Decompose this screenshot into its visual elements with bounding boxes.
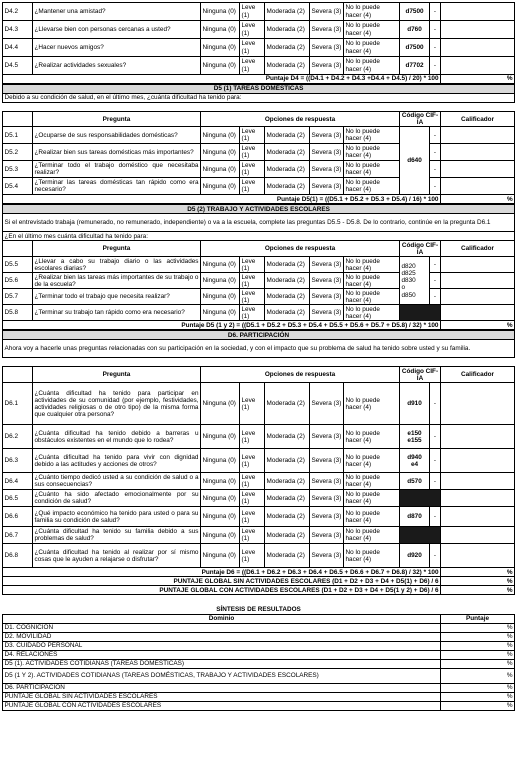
d6-table <box>2 330 515 595</box>
calificador-cell[interactable] <box>441 527 515 544</box>
option-no-puede[interactable]: No lo puede hacer (4) <box>344 161 400 178</box>
option-moderada[interactable]: Moderada (2) <box>265 305 310 321</box>
option-severa[interactable]: Severa (3) <box>310 425 344 449</box>
option-no-puede[interactable]: No lo puede hacer (4) <box>344 425 400 449</box>
option-leve[interactable]: Leve (1) <box>240 161 265 178</box>
option-no-puede[interactable]: No lo puede hacer (4) <box>344 57 400 75</box>
section-intro-d6: Ahora voy a hacerle unas preguntas relacionadas con su participación en la sociedad, y con el impacto que su problema de salud ha tenido sobre usted y su familia. <box>3 340 515 358</box>
question-row <box>3 425 515 449</box>
option-severa[interactable]: Severa (3) <box>310 57 344 75</box>
option-leve[interactable]: Leve (1) <box>240 57 265 75</box>
option-no-puede[interactable]: No lo puede hacer (4) <box>344 144 400 161</box>
sintesis-row <box>3 668 515 683</box>
score-value-d5-2[interactable]: % <box>441 321 515 330</box>
option-no-puede[interactable]: No lo puede hacer (4) <box>344 178 400 195</box>
question-row <box>3 383 515 425</box>
option-leve[interactable]: Leve (1) <box>240 178 265 195</box>
section-title-d5-1: D5 (1) TAREAS DOMÉSTICAS <box>3 85 515 94</box>
question-id: D6.3 <box>3 449 33 473</box>
option-ninguna[interactable]: Ninguna (0) <box>201 544 240 568</box>
cif-code: d7500 <box>400 3 430 21</box>
option-ninguna[interactable]: Ninguna (0) <box>201 144 240 161</box>
cif-code: d570 <box>400 473 430 490</box>
score-formula-d6: Puntaje D6 = ((D6.1 + D6.2 + D6.3 + D6.4 + D6.5 + D6.6 + D6.7 + D6.8) / 32) * 100 <box>3 568 441 577</box>
question-text: ¿Cuánta dificultad ha tenido para vivir con dignidad debido a las actitudes y acciones de otros? <box>33 449 201 473</box>
answer-mark: - <box>430 473 441 490</box>
calificador-cell[interactable] <box>441 57 515 75</box>
global-score-sin-value[interactable]: % <box>441 577 515 586</box>
calificador-cell[interactable] <box>441 490 515 507</box>
option-severa[interactable]: Severa (3) <box>310 161 344 178</box>
option-leve[interactable]: Leve (1) <box>240 21 265 39</box>
option-moderada[interactable]: Moderada (2) <box>265 257 310 273</box>
question-text: ¿Cuánta dificultad ha tenido para participar en actividades de su comunidad (por ejemplo, festividades, actividades religiosas o de otro tipo) de la misma forma que cualquier otra persona? <box>33 383 201 425</box>
score-value-d5-1[interactable]: % <box>441 195 515 204</box>
col-header-pregunta: Pregunta <box>33 367 201 383</box>
option-leve[interactable]: Leve (1) <box>240 449 265 473</box>
option-severa[interactable]: Severa (3) <box>310 449 344 473</box>
calificador-cell[interactable] <box>441 21 515 39</box>
option-moderada[interactable]: Moderada (2) <box>265 527 310 544</box>
option-no-puede[interactable]: No lo puede hacer (4) <box>344 473 400 490</box>
cif-code: d760 <box>400 21 430 39</box>
option-severa[interactable]: Severa (3) <box>310 305 344 321</box>
option-ninguna[interactable]: Ninguna (0) <box>201 39 240 57</box>
domain-label: PUNTAJE GLOBAL SIN ACTIVIDADES ESCOLARES <box>3 692 441 701</box>
domain-score[interactable]: % <box>441 668 515 683</box>
question-id: D6.2 <box>3 425 33 449</box>
blocked-cell <box>400 490 441 507</box>
question-row <box>3 21 515 39</box>
question-text: ¿Hacer nuevos amigos? <box>33 39 201 57</box>
score-formula-d6-value[interactable]: % <box>441 568 515 577</box>
option-severa[interactable]: Severa (3) <box>310 383 344 425</box>
option-moderada[interactable]: Moderada (2) <box>265 544 310 568</box>
calificador-cell[interactable] <box>441 289 515 305</box>
question-id: D4.3 <box>3 21 33 39</box>
answer-mark: - <box>430 257 441 273</box>
option-leve[interactable]: Leve (1) <box>240 273 265 289</box>
option-ninguna[interactable]: Ninguna (0) <box>201 527 240 544</box>
option-moderada[interactable]: Moderada (2) <box>265 273 310 289</box>
answer-mark: - <box>430 449 441 473</box>
col-header-opciones: Opciones de respuesta <box>201 241 400 257</box>
domain-score[interactable]: % <box>441 683 515 692</box>
question-row <box>3 507 515 527</box>
sintesis-row <box>3 659 515 668</box>
calificador-cell[interactable] <box>441 127 515 144</box>
whodas-form-page <box>2 2 514 711</box>
domain-label: D6. PARTICIPACIÓN <box>3 683 441 692</box>
option-leve[interactable]: Leve (1) <box>240 473 265 490</box>
option-moderada[interactable]: Moderada (2) <box>265 383 310 425</box>
question-text: ¿Terminar su trabajo tan rápido como era necesario? <box>33 305 201 321</box>
score-formula-d5-2: Puntaje D5 (1 y 2) = ((D5.1 + D5.2 + D5.3 + D5.4 + D5.5 + D5.6 + D5.7 + D5.8) / 32) * 100 <box>3 321 441 330</box>
question-row <box>3 257 515 273</box>
option-ninguna[interactable]: Ninguna (0) <box>201 507 240 527</box>
option-severa[interactable]: Severa (3) <box>310 3 344 21</box>
option-severa[interactable]: Severa (3) <box>310 127 344 144</box>
option-severa[interactable]: Severa (3) <box>310 473 344 490</box>
question-row <box>3 289 515 305</box>
answer-mark: - <box>430 21 441 39</box>
option-leve[interactable]: Leve (1) <box>240 144 265 161</box>
option-ninguna[interactable]: Ninguna (0) <box>201 257 240 273</box>
option-moderada[interactable]: Moderada (2) <box>265 3 310 21</box>
question-text: ¿Cuánto tiempo dedicó usted a su condición de salud o a sus consecuencias? <box>34 474 199 489</box>
question-text: ¿Llevar a cabo su trabajo diario o las actividades escolares diarias? <box>34 257 199 272</box>
option-moderada[interactable]: Moderada (2) <box>265 127 310 144</box>
cif-code: d940 e4 <box>400 449 430 473</box>
col-header-puntaje: Puntaje <box>441 614 515 623</box>
option-leve[interactable]: Leve (1) <box>240 425 265 449</box>
question-row <box>3 3 515 21</box>
option-leve[interactable]: Leve (1) <box>240 544 265 568</box>
option-severa[interactable]: Severa (3) <box>310 39 344 57</box>
sintesis-row <box>3 623 515 632</box>
option-moderada[interactable]: Moderada (2) <box>265 161 310 178</box>
domain-label: D2. MOVILIDAD <box>3 632 441 641</box>
option-moderada[interactable]: Moderada (2) <box>265 473 310 490</box>
answer-mark: - <box>430 544 441 568</box>
d5-2-table <box>2 204 515 330</box>
question-id: D5.8 <box>3 305 33 321</box>
score-formula-d5-1: Puntaje D5(1) = ((D5.1 + D5.2 + D5.3 + D5.4) / 16) * 100 <box>3 195 441 204</box>
question-text: ¿Mantener una amistad? <box>33 3 201 21</box>
answer-mark: - <box>430 425 441 449</box>
option-no-puede[interactable]: No lo puede hacer (4) <box>344 383 400 425</box>
question-text: ¿Terminar todo el trabajo que necesita realizar? <box>33 289 201 305</box>
col-header-calificador: Calificador <box>441 367 515 383</box>
calificador-cell[interactable] <box>441 449 515 473</box>
sintesis-row <box>3 641 515 650</box>
domain-score[interactable]: % <box>441 692 515 701</box>
calificador-cell[interactable] <box>441 178 515 195</box>
question-row <box>3 544 515 568</box>
option-leve[interactable]: Leve (1) <box>240 3 265 21</box>
cif-code: d640 <box>400 127 430 195</box>
col-header-pregunta: Pregunta <box>33 241 201 257</box>
option-ninguna[interactable]: Ninguna (0) <box>201 289 240 305</box>
option-moderada[interactable]: Moderada (2) <box>265 449 310 473</box>
answer-mark: - <box>430 3 441 21</box>
option-no-puede[interactable]: No lo puede hacer (4) <box>344 544 400 568</box>
option-no-puede[interactable]: No lo puede hacer (4) <box>344 3 400 21</box>
domain-score[interactable]: % <box>441 650 515 659</box>
option-severa[interactable]: Severa (3) <box>310 21 344 39</box>
domain-label: PUNTAJE GLOBAL CON ACTIVIDADES ESCOLARES <box>3 701 441 710</box>
option-ninguna[interactable]: Ninguna (0) <box>201 425 240 449</box>
option-severa[interactable]: Severa (3) <box>310 144 344 161</box>
section-question-d5-2: ¿En el último mes cuánta dificultad ha tenido para: <box>3 232 515 241</box>
section-intro-d5-1: Debido a su condición de salud, en el último mes, ¿cuánta dificultad ha tenido para: <box>3 94 515 103</box>
domain-label: D5 (1 Y 2). ACTIVIDADES COTIDIANAS (TAREAS DOMÉSTICAS, TRABAJO Y ACTIVIDADES ESCOLARES) <box>3 668 441 683</box>
domain-score[interactable]: % <box>441 641 515 650</box>
question-id: D6.5 <box>3 490 33 507</box>
question-text: ¿Realizar actividades sexuales? <box>33 57 201 75</box>
d5-1-table <box>2 84 515 204</box>
question-row <box>3 161 515 178</box>
cif-code: d920 <box>400 544 430 568</box>
calificador-cell[interactable] <box>441 39 515 57</box>
question-id: D5.3 <box>3 161 33 178</box>
question-id: D5.1 <box>3 127 33 144</box>
calificador-cell[interactable] <box>441 144 515 161</box>
question-id: D5.5 <box>3 257 33 273</box>
option-severa[interactable]: Severa (3) <box>310 273 344 289</box>
score-value-d4[interactable]: % <box>441 75 515 84</box>
global-score-sin: PUNTAJE GLOBAL SIN ACTIVIDADES ESCOLARES (D1 + D2 + D3 + D4 + D5(1) + D6) / 6 <box>3 577 441 586</box>
option-leve[interactable]: Leve (1) <box>240 127 265 144</box>
calificador-cell[interactable] <box>441 544 515 568</box>
option-leve[interactable]: Leve (1) <box>240 257 265 273</box>
domain-score[interactable]: % <box>441 701 515 710</box>
question-text: ¿Realizar bien las tareas más importantes de su trabajo o de la escuela? <box>34 273 199 288</box>
option-leve[interactable]: Leve (1) <box>240 507 265 527</box>
calificador-cell[interactable] <box>441 257 515 273</box>
question-id: D5.6 <box>3 273 33 289</box>
section-intro-d5-2: Si el entrevistado trabaja (remunerado, no remunerado, independiente) o va a la escuela, complete las preguntas D5.5 - D5.8. De lo contrario, continúe en la pregunta D6.1 <box>3 214 515 232</box>
option-leve[interactable]: Leve (1) <box>240 305 265 321</box>
question-text: ¿Cuánto ha sido afectado emocionalmente por su condición de salud? <box>34 491 199 506</box>
cif-code: e150 e155 <box>400 425 430 449</box>
question-row <box>3 473 515 490</box>
option-no-puede[interactable]: No lo puede hacer (4) <box>344 490 400 507</box>
d4-table <box>2 2 515 84</box>
col-header-codigo: Código CIF-IA <box>400 241 441 257</box>
col-header-codigo: Código CIF-IA <box>400 112 441 127</box>
option-moderada[interactable]: Moderada (2) <box>265 21 310 39</box>
calificador-cell[interactable] <box>441 305 515 321</box>
question-id: D6.7 <box>3 527 33 544</box>
question-row <box>3 527 515 544</box>
answer-mark: - <box>430 289 441 305</box>
col-header-calificador: Calificador <box>441 112 515 127</box>
option-ninguna[interactable]: Ninguna (0) <box>201 127 240 144</box>
option-no-puede[interactable]: No lo puede hacer (4) <box>344 21 400 39</box>
option-leve[interactable]: Leve (1) <box>240 39 265 57</box>
option-severa[interactable]: Severa (3) <box>310 490 344 507</box>
option-ninguna[interactable]: Ninguna (0) <box>201 473 240 490</box>
score-formula-d4: Puntaje D4 = ((D4.1 + D4.2 + D4.3 +D4.4 + D4.5) / 20) * 100 <box>3 75 441 84</box>
option-leve[interactable]: Leve (1) <box>240 289 265 305</box>
option-leve[interactable]: Leve (1) <box>240 527 265 544</box>
answer-mark: - <box>430 507 441 527</box>
section-title-d5-2: D5 (2) TRABAJO Y ACTIVIDADES ESCOLARES <box>3 205 515 214</box>
option-severa[interactable]: Severa (3) <box>310 289 344 305</box>
domain-score[interactable]: % <box>441 659 515 668</box>
domain-label: D1. COGNICIÓN <box>3 623 441 632</box>
question-row <box>3 178 515 195</box>
option-ninguna[interactable]: Ninguna (0) <box>201 21 240 39</box>
option-moderada[interactable]: Moderada (2) <box>265 57 310 75</box>
col-header-pregunta: Pregunta <box>33 112 201 127</box>
domain-label: D3. CUIDADO PERSONAL <box>3 641 441 650</box>
option-ninguna[interactable]: Ninguna (0) <box>201 383 240 425</box>
question-id: D5.4 <box>3 178 33 195</box>
question-id: D6.6 <box>3 507 33 527</box>
col-header-opciones: Opciones de respuesta <box>201 367 400 383</box>
section-title-d6: D6. PARTICIPACIÓN <box>3 331 515 340</box>
domain-label: D5 (1). ACTIVIDADES COTIDIANAS (TAREAS DOMÉSTICAS) <box>3 659 441 668</box>
question-id: D5.2 <box>3 144 33 161</box>
option-moderada[interactable]: Moderada (2) <box>265 289 310 305</box>
col-header-calificador: Calificador <box>441 241 515 257</box>
answer-mark: - <box>430 144 441 161</box>
option-no-puede[interactable]: No lo puede hacer (4) <box>344 305 400 321</box>
answer-mark: - <box>430 127 441 144</box>
domain-score[interactable]: % <box>441 623 515 632</box>
question-id: D6.8 <box>3 544 33 568</box>
question-id: D5.7 <box>3 289 33 305</box>
answer-mark: - <box>430 57 441 75</box>
option-severa[interactable]: Severa (3) <box>310 507 344 527</box>
calificador-cell[interactable] <box>441 161 515 178</box>
calificador-cell[interactable] <box>441 473 515 490</box>
option-no-puede[interactable]: No lo puede hacer (4) <box>344 527 400 544</box>
question-id: D4.4 <box>3 39 33 57</box>
calificador-cell[interactable] <box>441 425 515 449</box>
question-row <box>3 273 515 289</box>
answer-mark: - <box>430 273 441 289</box>
answer-mark: - <box>430 178 441 195</box>
option-leve[interactable]: Leve (1) <box>240 383 265 425</box>
option-no-puede[interactable]: No lo puede hacer (4) <box>344 449 400 473</box>
option-no-puede[interactable]: No lo puede hacer (4) <box>344 127 400 144</box>
option-no-puede[interactable]: No lo puede hacer (4) <box>344 507 400 527</box>
cif-code: d870 <box>400 507 430 527</box>
global-score-con-value[interactable]: % <box>441 586 515 595</box>
cif-code: d910 <box>400 383 430 425</box>
question-text: ¿Cuánta dificultad ha tenido debido a barreras u obstáculos existentes en el mundo que lo rodea? <box>33 425 201 449</box>
domain-label: D4. RELACIONES <box>3 650 441 659</box>
cif-code: d820 d825 d830 o d850 <box>400 257 430 305</box>
col-header-codigo: Código CIF-IA <box>400 367 441 383</box>
calificador-cell[interactable] <box>441 383 515 425</box>
answer-mark: - <box>430 39 441 57</box>
sintesis-row <box>3 701 515 710</box>
col-header-opciones: Opciones de respuesta <box>201 112 400 127</box>
option-moderada[interactable]: Moderada (2) <box>265 425 310 449</box>
option-moderada[interactable]: Moderada (2) <box>265 490 310 507</box>
question-text: ¿Cuánta dificultad ha tenido su familia debido a sus problemas de salud? <box>34 528 199 543</box>
sintesis-row <box>3 632 515 641</box>
option-severa[interactable]: Severa (3) <box>310 527 344 544</box>
calificador-cell[interactable] <box>441 507 515 527</box>
global-score-con: PUNTAJE GLOBAL CON ACTIVIDADES ESCOLARES (D1 + D2 + D3 + D4 + D5(1 y 2) + D6) / 6 <box>3 586 441 595</box>
blocked-cell <box>400 527 441 544</box>
question-text: ¿Terminar todo el trabajo doméstico que necesitaba realizar? <box>34 162 199 177</box>
option-ninguna[interactable]: Ninguna (0) <box>201 178 240 195</box>
question-id: D6.4 <box>3 473 33 490</box>
option-no-puede[interactable]: No lo puede hacer (4) <box>344 257 400 273</box>
option-moderada[interactable]: Moderada (2) <box>265 144 310 161</box>
question-row <box>3 449 515 473</box>
option-ninguna[interactable]: Ninguna (0) <box>201 449 240 473</box>
question-text: ¿Qué impacto económico ha tenido para usted o para su familia su condición de salud? <box>33 507 201 527</box>
question-row <box>3 144 515 161</box>
option-ninguna[interactable]: Ninguna (0) <box>201 273 240 289</box>
option-ninguna[interactable]: Ninguna (0) <box>201 57 240 75</box>
question-row <box>3 490 515 507</box>
sintesis-row <box>3 650 515 659</box>
question-row <box>3 127 515 144</box>
option-severa[interactable]: Severa (3) <box>310 178 344 195</box>
option-no-puede[interactable]: No lo puede hacer (4) <box>344 273 400 289</box>
cif-code: d7702 <box>400 57 430 75</box>
question-text: ¿Terminar las tareas domésticas tan rápido como era necesario? <box>34 179 199 194</box>
sintesis-row <box>3 692 515 701</box>
answer-mark: - <box>430 161 441 178</box>
calificador-cell[interactable] <box>441 3 515 21</box>
option-ninguna[interactable]: Ninguna (0) <box>201 3 240 21</box>
option-ninguna[interactable]: Ninguna (0) <box>201 161 240 178</box>
question-row <box>3 39 515 57</box>
option-ninguna[interactable]: Ninguna (0) <box>201 305 240 321</box>
calificador-cell[interactable] <box>441 273 515 289</box>
option-no-puede[interactable]: No lo puede hacer (4) <box>344 289 400 305</box>
question-text: ¿Ocuparse de sus responsabilidades domésticas? <box>33 127 201 144</box>
question-id: D4.5 <box>3 57 33 75</box>
option-severa[interactable]: Severa (3) <box>310 544 344 568</box>
option-moderada[interactable]: Moderada (2) <box>265 39 310 57</box>
option-leve[interactable]: Leve (1) <box>240 490 265 507</box>
option-moderada[interactable]: Moderada (2) <box>265 507 310 527</box>
option-moderada[interactable]: Moderada (2) <box>265 178 310 195</box>
question-text: ¿Realizar bien sus tareas domésticas más importantes? <box>33 144 201 161</box>
col-header-dominio: Dominio <box>3 614 441 623</box>
question-text: ¿Llevarse bien con personas cercanas a usted? <box>33 21 201 39</box>
question-id: D6.1 <box>3 383 33 425</box>
cif-code: d7500 <box>400 39 430 57</box>
question-row <box>3 57 515 75</box>
sintesis-row <box>3 683 515 692</box>
option-ninguna[interactable]: Ninguna (0) <box>201 490 240 507</box>
sintesis-table <box>2 605 515 711</box>
answer-mark: - <box>430 383 441 425</box>
question-id: D4.2 <box>3 3 33 21</box>
domain-score[interactable]: % <box>441 632 515 641</box>
question-row <box>3 305 515 321</box>
sintesis-title: SÍNTESIS DE RESULTADOS <box>3 605 515 614</box>
blocked-cell <box>400 305 441 321</box>
question-text: ¿Cuánta dificultad ha tenido al realizar por sí mismo cosas que le ayuden a relajarse o disfrutar? <box>33 544 201 568</box>
option-severa[interactable]: Severa (3) <box>310 257 344 273</box>
option-no-puede[interactable]: No lo puede hacer (4) <box>344 39 400 57</box>
